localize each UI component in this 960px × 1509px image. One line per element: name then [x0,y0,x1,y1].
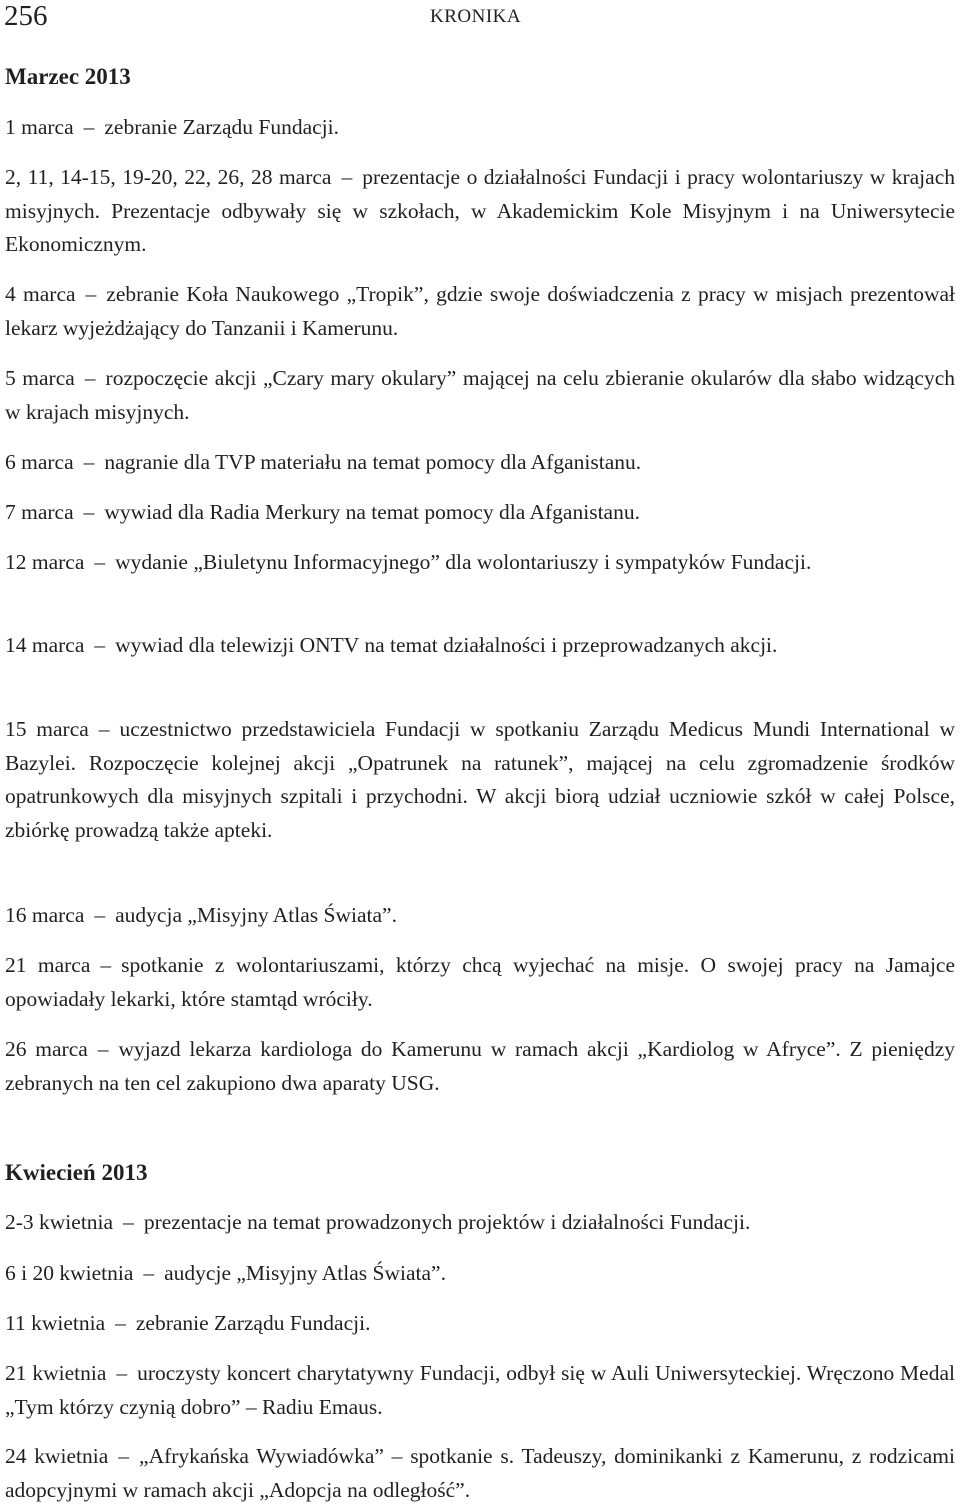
entry-date: 1 marca [5,115,74,139]
entry-text: prezentacje na temat prowadzonych projektów i działalności Fundacji. [143,1210,751,1234]
chronicle-entry [5,362,955,429]
entry-dash: – [94,633,106,657]
entry-dash: – [85,282,97,306]
entry-date: 14 marca [5,633,85,657]
entry-text: nagranie dla TVP materiału na temat pomocy dla Afganistanu. [104,450,642,474]
entry-dash: – [83,450,95,474]
chronicle-entry [5,1307,955,1341]
entry-date: 15 marca [5,717,89,741]
entry-date: 26 marca [5,1037,88,1061]
chronicle-entry [5,899,955,933]
entry-date: 21 marca [5,953,91,977]
entry-date: 4 marca [5,282,76,306]
page-header [0,0,960,40]
entry-dash: – [143,1261,155,1285]
entry-date: 6 marca [5,450,74,474]
entry-date: 5 marca [5,366,75,390]
entry-text: zebranie Koła Naukowego „Tropik”, gdzie swoje doświadczenia z pracy w misjach prezentował lekarz wyjeżdżający do Tanzanii i Kamerunu. [5,282,955,340]
entry-date: 2-3 kwietnia [5,1210,114,1234]
entry-date: 7 marca [5,500,74,524]
entry-date: 2, 11, 14-15, 19-20, 22, 26, 28 marca [5,165,332,189]
entry-text: wydanie „Biuletynu Informacyjnego” dla wolontariuszy i sympatyków Fundacji. [115,550,812,574]
entry-text: wyjazd lekarza kardiologa do Kamerunu w ramach akcji „Kardiolog w Afryce”. Z pieniędzy zebranych na ten cel zakupiono dwa aparaty USG. [5,1037,955,1095]
entry-dash: – [83,500,95,524]
chronicle-entry [5,161,955,262]
entry-dash: – [94,550,106,574]
chronicle-entry [5,111,955,145]
chronicle-entry [5,496,955,530]
entry-dash: – [94,903,106,927]
entry-dash: – [84,366,96,390]
entry-date: 21 kwietnia [5,1361,107,1385]
chronicle-entry [5,1440,955,1507]
page-number: 256 [4,0,48,32]
section-title-april: Kwiecień 2013 [5,1160,148,1185]
chronicle-entry [5,713,955,847]
entry-text: uroczysty koncert charytatywny Fundacji, odbył się w Auli Uniwersyteckiej. Wręczono Medal „Tym którzy czynią dobro” – Radiu Emaus. [5,1361,955,1419]
entry-text: wywiad dla Radia Merkury na temat pomocy dla Afganistanu. [104,500,640,524]
section-title-march: Marzec 2013 [5,64,131,89]
entry-dash: – [100,953,112,977]
chronicle-entry [5,1206,955,1240]
entry-text: zebranie Zarządu Fundacji. [135,1311,371,1335]
entry-date: 11 kwietnia [5,1311,106,1335]
running-title: KRONIKA [430,6,522,27]
chronicle-entry [5,1033,955,1100]
chronicle-entry [5,949,955,1016]
chronicle-entry [5,278,955,345]
entry-text: prezentacje o działalności Fundacji i pracy wolontariuszy w krajach misyjnych. Prezentacje odbywały się w szkołach, w Akademickim Kole Misyjnym i na Uniwersytecie Ekonomicznym. [5,165,955,256]
entry-date: 6 i 20 kwietnia [5,1261,134,1285]
entry-dash: – [115,1311,126,1335]
entry-date: 16 marca [5,903,85,927]
entry-dash: – [341,165,353,189]
chronicle-entry [5,546,955,580]
entry-text: rozpoczęcie akcji „Czary mary okulary” mającej na celu zbieranie okularów dla słabo widzących w krajach misyjnych. [5,366,956,424]
chronicle-entry [5,1257,955,1291]
entry-dash: – [98,717,110,741]
entry-dash: – [118,1444,130,1468]
entry-dash: – [123,1210,134,1234]
entry-text: wywiad dla telewizji ONTV na temat działalności i przeprowadzanych akcji. [115,633,778,657]
entry-dash: – [116,1361,128,1385]
entry-text: spotkanie z wolontariuszami, którzy chcą wyjechać na misje. O swojej pracy na Jamajce opowiadały lekarki, które stamtąd wróciły. [5,953,955,1011]
entry-dash: – [97,1037,109,1061]
entry-date: 24 kwietnia [5,1444,109,1468]
entry-text: „Afrykańska Wywiadówka” – spotkanie s. Tadeuszy, dominikanki z Kamerunu, z rodzicami adopcyjnymi w ramach akcji „Adopcja na odległość”. [5,1444,955,1502]
entry-text: uczestnictwo przedstawiciela Fundacji w spotkaniu Zarządu Medicus Mundi International w Bazylei. Rozpoczęcie kolejnej akcji „Opatrunek na ratunek”, mającej na celu zgromadzenie środków opatrunkowych dla misyjnych szpitali i przychodni. W akcji biorą udział uczniowie szkół w całej Polsce, zbiórkę prowadzą także apteki. [5,717,956,842]
entry-dash: – [83,115,95,139]
chronicle-entry [5,629,955,663]
entry-date: 12 marca [5,550,85,574]
chronicle-entry [5,1357,955,1424]
chronicle-entry [5,446,955,480]
entry-text: zebranie Zarządu Fundacji. [104,115,339,139]
entry-text: audycja „Misyjny Atlas Świata”. [115,903,397,927]
entry-text: audycje „Misyjny Atlas Świata”. [164,1261,446,1285]
